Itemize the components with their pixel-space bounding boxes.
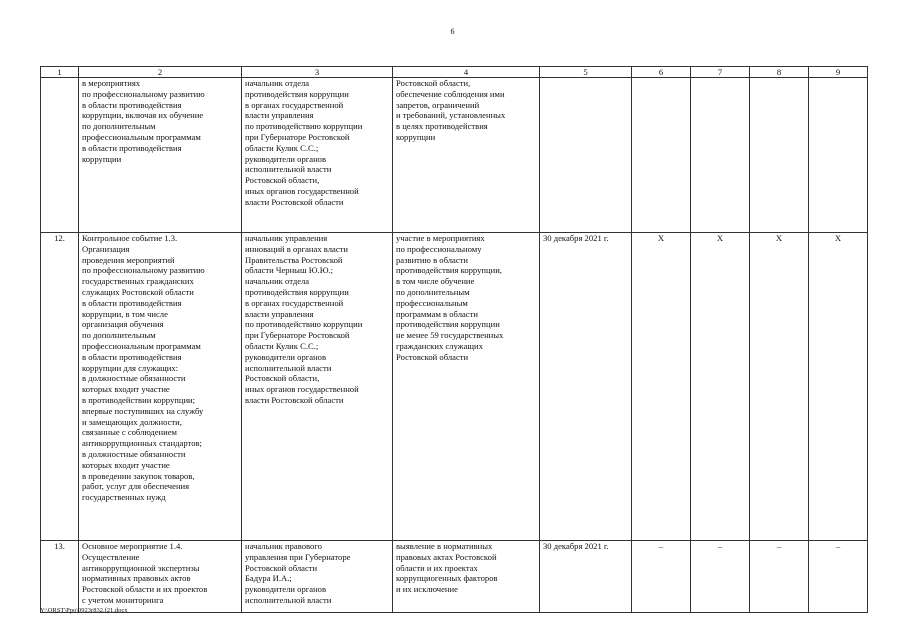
col7-cell	[691, 78, 750, 233]
header-cell: 6	[632, 67, 691, 78]
date-cell: 30 декабря 2021 г.	[540, 541, 632, 613]
col8-cell: –	[750, 541, 809, 613]
col8-cell: X	[750, 233, 809, 541]
col7-cell: –	[691, 541, 750, 613]
table-row	[41, 78, 868, 233]
result-cell: участие в мероприятиях по профессиональному развитию в области противодействия коррупции, в том числе обучение по дополнительным профессиональным программам в области противодействия коррупции не менее 59 государственных гражданских служащих Ростовской области	[393, 233, 540, 541]
header-cell: 7	[691, 67, 750, 78]
col9-cell	[809, 78, 868, 233]
col7-cell: X	[691, 233, 750, 541]
row-number: 12.	[41, 233, 79, 541]
date-cell	[540, 78, 632, 233]
col6-cell: X	[632, 233, 691, 541]
event-cell: Контрольное событие 1.3. Организация проведения мероприятий по профессиональному развитию государственных гражданских служащих Ростовской области в области противодействия коррупции, в том числе организация обучения по дополнительным профессиональным программам в области противодействия коррупции для служащих: в должностные обязанности которых входит участие в противодействии коррупции; впервые поступивших на службу и замещающих должности, связанные с соблюдением антикоррупционных стандартов; в должностные обязанности которых входит участие в проведении закупок товаров, работ, услуг для обеспечения государственных нужд	[79, 233, 242, 541]
plan-table	[40, 66, 868, 613]
header-cell: 1	[41, 67, 79, 78]
header-cell: 9	[809, 67, 868, 78]
result-cell: выявление в нормативных правовых актах Ростовской области и их проектах коррупциогенных факторов и их исключение	[393, 541, 540, 613]
event-cell: Основное мероприятие 1.4. Осуществление антикоррупционной экспертизы нормативных правовых актов Ростовской области и их проектов с учетом мониторинга	[79, 541, 242, 613]
page-number: 6	[450, 27, 455, 36]
table-row	[41, 541, 868, 613]
header-cell: 3	[242, 67, 393, 78]
responsible-cell: начальник управления инноваций в органах власти Правительства Ростовской области Черныш Ю.Ю.; начальник отдела противодействия коррупции в органах государственной власти управления по противодействию коррупции при Губернаторе Ростовской области Кулик С.С.; руководители органов исполнительной власти Ростовской области, иных органов государственной власти Ростовской области	[242, 233, 393, 541]
result-cell: Ростовской области, обеспечение соблюдения ими запретов, ограничений и требований, установленных в целях противодействия коррупции	[393, 78, 540, 233]
table-row	[41, 233, 868, 541]
header-cell: 4	[393, 67, 540, 78]
col8-cell	[750, 78, 809, 233]
date-cell: 30 декабря 2021 г.	[540, 233, 632, 541]
col9-cell: X	[809, 233, 868, 541]
row-number: 13.	[41, 541, 79, 613]
row-number	[41, 78, 79, 233]
col6-cell: –	[632, 541, 691, 613]
header-cell: 2	[79, 67, 242, 78]
event-cell: в мероприятиях по профессиональному развитию в области противодействия коррупции, включая их обучение по дополнительным профессиональным программам в области противодействия коррупции	[79, 78, 242, 233]
responsible-cell: начальник правового управления при Губернаторе Ростовской области Бадура И.А.; руководители органов исполнительной власти	[242, 541, 393, 613]
col9-cell: –	[809, 541, 868, 613]
file-path-footer: Y:\ORST\Ppo\0923r832.f21.docx	[40, 607, 128, 614]
col6-cell	[632, 78, 691, 233]
table-header-row	[41, 67, 868, 78]
responsible-cell: начальник отдела противодействия коррупции в органах государственной власти управления по противодействию коррупции при Губернаторе Ростовской области Кулик С.С.; руководители органов исполнительной власти Ростовской области, иных органов государственной власти Ростовской области	[242, 78, 393, 233]
header-cell: 8	[750, 67, 809, 78]
header-cell: 5	[540, 67, 632, 78]
